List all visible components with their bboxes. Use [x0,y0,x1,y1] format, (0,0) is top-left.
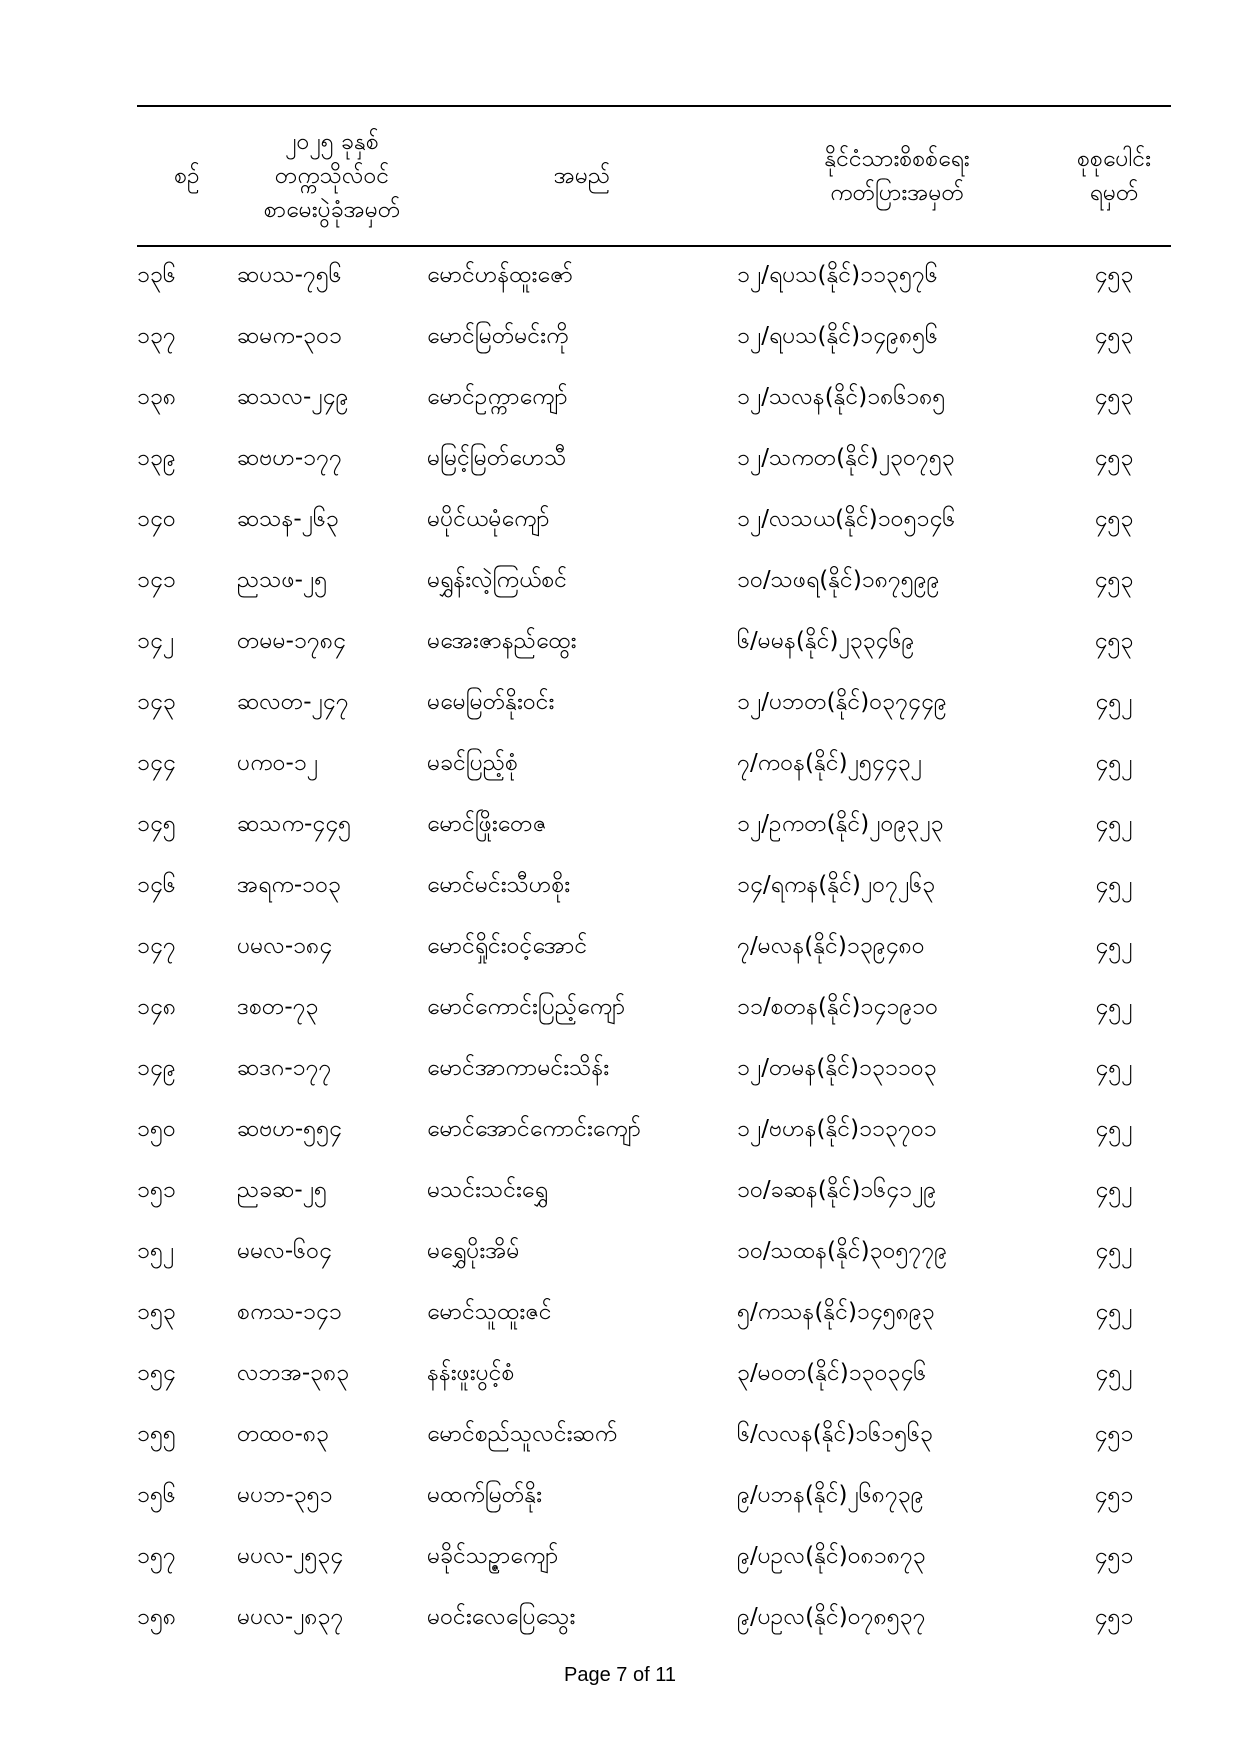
header-roll-line: ၂၀၂၅ ခုနှစ် [285,129,379,155]
cell-serial-no: ၁၄၂ [137,627,175,654]
cell-name: နန်းဖူးပွင့်စံ [427,1359,515,1386]
cell-nrc-number: ၁၂/သကတ(နိုင်)၂၃၀၇၅၃ [737,444,955,471]
cell-nrc-number: ၁၂/သလန(နိုင်)၁၈၆၁၈၅ [737,383,946,410]
cell-name: မခင်ပြည့်စုံ [427,749,518,776]
cell-nrc-number: ၇/မလန(နိုင်)၁၃၉၄၈၀ [737,932,925,959]
cell-nrc-number: ၁၁/စတန(နိုင်)၁၄၁၉၁၀ [737,993,939,1020]
header-name: အမည် [553,163,611,189]
cell-name: မထက်မြတ်နိုး [427,1481,542,1508]
cell-name: မသင်းသင်းရွှေ [427,1176,548,1203]
table-row [137,856,1171,917]
cell-total-marks: ၄၅၃ [1094,505,1134,532]
cell-total-marks: ၄၅၂ [1095,993,1133,1020]
cell-roll-number: ဆသန-၂၆၃ [237,505,339,532]
cell-serial-no: ၁၄၃ [137,688,176,715]
cell-total-marks: ၄၅၂ [1095,810,1133,837]
table-row [137,1405,1171,1466]
table-row [137,551,1171,612]
cell-serial-no: ၁၄၁ [137,566,176,593]
cell-name: မခိုင်သဥ္ဇာကျော် [427,1542,559,1569]
cell-roll-number: ပကဝ-၁၂ [237,749,319,776]
cell-roll-number: ဒစတ-၇၃ [237,993,319,1020]
cell-total-marks: ၄၅၁ [1094,1420,1134,1447]
cell-nrc-number: ၆/လလန(နိုင်)၁၆၁၅၆၃ [737,1420,933,1447]
cell-name: မောင်မြတ်မင်းကို [427,322,569,349]
table-row [137,1344,1171,1405]
cell-total-marks: ၄၅၁ [1094,1481,1134,1508]
cell-name: မရွှန်းလဲ့ကြယ်စင် [427,566,568,593]
cell-name: မရွှေပိုးအိမ် [427,1237,520,1264]
cell-total-marks: ၄၅၃ [1094,444,1134,471]
table-row [137,1039,1171,1100]
cell-roll-number: ဆဒဂ-၁၇၇ [237,1054,332,1081]
cell-roll-number: စကသ-၁၄၁ [237,1298,342,1325]
cell-name: မောင်မင်းသီဟစိုး [427,871,571,898]
cell-name: မောင်အောင်ကောင်းကျော် [427,1115,641,1142]
table-row [137,1283,1171,1344]
header-roll-line: စာမေးပွဲခုံအမှတ် [263,197,401,223]
cell-total-marks: ၄၅၁ [1094,1542,1134,1569]
results-table [137,105,1171,1649]
cell-total-marks: ၄၅၂ [1095,1237,1133,1264]
cell-total-marks: ၄၅၂ [1095,1176,1133,1203]
cell-roll-number: ညသဖ-၂၅ [237,566,328,593]
table-row [137,673,1171,734]
cell-name: မောင်အာကာမင်းသိန်း [427,1054,610,1081]
cell-nrc-number: ၇/ကဝန(နိုင်)၂၅၄၄၃၂ [737,749,922,776]
cell-serial-no: ၁၅၆ [137,1481,176,1508]
cell-total-marks: ၄၅၃ [1094,262,1134,288]
cell-serial-no: ၁၄၅ [137,810,176,837]
cell-serial-no: ၁၅၇ [137,1542,176,1569]
cell-roll-number: မပလ-၂၅၃၄ [237,1542,344,1569]
cell-name: မောင်ဟန်ထူးဇော် [427,262,573,288]
cell-nrc-number: ၁၂/ရပသ(နိုင်)၁၁၃၅၇၆ [737,262,938,288]
cell-total-marks: ၄၅၂ [1095,1298,1133,1325]
cell-total-marks: ၄၅၃ [1094,566,1134,593]
header-marks-line: ရမှတ် [1089,180,1139,206]
cell-roll-number: မပဘ-၃၅၁ [237,1481,333,1508]
cell-roll-number: တမမ-၁၇၈၄ [237,627,346,654]
table-row [137,490,1171,551]
cell-serial-no: ၁၅၁ [137,1176,176,1203]
cell-roll-number: လဘအ-၃၈၃ [237,1359,350,1386]
cell-roll-number: ဆလတ-၂၄၇ [237,688,349,715]
cell-name: မောင်ရှိုင်းဝင့်အောင် [427,932,588,959]
cell-nrc-number: ၁၂/လသယ(နိုင်)၁၀၅၁၄၆ [737,505,956,532]
cell-serial-no: ၁၄၉ [137,1054,176,1081]
cell-nrc-number: ၁၂/ဥကတ(နိုင်)၂၀၉၃၂၃ [737,810,944,837]
header-serial-no: စဉ် [174,163,200,189]
cell-roll-number: မပလ-၂၈၃၇ [237,1603,344,1630]
header-nrc-number [737,106,1057,246]
cell-serial-no: ၁၄၀ [137,505,176,532]
cell-name: မမေမြတ်နိုးဝင်း [427,688,555,715]
cell-name: မမြင့်မြတ်ဟေသီ [427,444,567,471]
cell-name: မပိုင်ယမုံကျော် [427,505,550,532]
cell-roll-number: ဆဗဟ-၁၇၇ [237,444,342,471]
table-row [137,1161,1171,1222]
cell-name: မအေးဇာနည်ထွေး [427,627,577,654]
cell-serial-no: ၁၃၈ [137,383,177,410]
cell-name: မောင်ဖြိုးတေဇ [427,810,547,837]
header-roll-line: တက္ကသိုလ်ဝင် [274,163,390,189]
cell-serial-no: ၁၅၃ [137,1298,176,1325]
header-roll-number [237,106,427,246]
table-row [137,1588,1171,1649]
table-row [137,307,1171,368]
cell-nrc-number: ၁၄/ရကန(နိုင်)၂၀၇၂၆၃ [737,871,936,898]
cell-serial-no: ၁၄၆ [137,871,176,898]
cell-total-marks: ၄၅၂ [1095,871,1133,898]
cell-name: မောင်သူထူးဇင် [427,1298,552,1325]
table-row [137,917,1171,978]
table-row [137,368,1171,429]
table-row [137,1466,1171,1527]
cell-serial-no: ၁၄၈ [137,993,177,1020]
cell-nrc-number: ၁၀/ခဆန(နိုင်)၁၆၄၁၂၉ [737,1176,937,1203]
page-number: Page 7 of 11 [564,1664,676,1686]
cell-roll-number: တထဝ-၈၃ [237,1420,329,1447]
cell-name: မောင်စည်သူလင်းဆက် [427,1420,618,1447]
header-nrc-line: နိုင်ငံသားစိစစ်ရေး [824,146,970,172]
table-body [137,246,1171,1649]
cell-serial-no: ၁၅၄ [137,1359,176,1386]
cell-total-marks: ၄၅၁ [1094,1603,1134,1630]
cell-roll-number: ညခဆ-၂၅ [237,1176,327,1203]
table-row [137,1100,1171,1161]
table-row [137,1222,1171,1283]
table-row [137,1527,1171,1588]
cell-serial-no: ၁၄၄ [137,749,176,776]
cell-roll-number: ဆဗဟ-၅၅၄ [237,1115,342,1142]
cell-roll-number: ဆပသ-၇၅၆ [237,262,342,288]
cell-nrc-number: ၃/မဝတ(နိုင်)၁၃၀၃၄၆ [737,1359,927,1386]
table-row [137,734,1171,795]
cell-roll-number: ဆသက-၄၄၅ [237,810,352,837]
table-row [137,246,1171,307]
cell-nrc-number: ၆/မမန(နိုင်)၂၃၃၄၆၉ [737,627,915,654]
table-row [137,429,1171,490]
cell-total-marks: ၄၅၃ [1094,383,1134,410]
cell-roll-number: ဆမက-၃၀၁ [237,322,342,349]
cell-nrc-number: ၉/ပဥလ(နိုင်)၀၈၁၈၇၃ [737,1542,926,1569]
cell-name: မောင်ဥက္ကာကျော် [427,383,568,410]
cell-total-marks: ၄၅၃ [1094,627,1134,654]
cell-total-marks: ၄၅၂ [1095,749,1133,776]
cell-serial-no: ၁၅၅ [137,1420,176,1447]
cell-nrc-number: ၁၀/သထန(နိုင်)၃၀၅၇၇၉ [737,1237,948,1264]
table-row [137,978,1171,1039]
cell-roll-number: အရက-၁၀၃ [237,871,341,898]
cell-nrc-number: ၅/ကသန(နိုင်)၁၄၅၈၉၃ [737,1298,935,1325]
cell-serial-no: ၁၅၈ [137,1603,177,1630]
table-header [137,106,1171,246]
cell-name: မဝင်းလေပြေသွေး [427,1603,576,1630]
header-total-marks [1057,106,1171,246]
cell-total-marks: ၄၅၂ [1095,1054,1133,1081]
cell-nrc-number: ၉/ပဘန(နိုင်)၂၆၈၇၃၉ [737,1481,924,1508]
cell-nrc-number: ၁၂/တမန(နိုင်)၁၃၁၁၀၃ [737,1054,937,1081]
cell-roll-number: ပမလ-၁၈၄ [237,932,333,959]
cell-nrc-number: ၉/ပဥလ(နိုင်)၀၇၈၅၃၇ [737,1603,926,1630]
cell-serial-no: ၁၅၀ [137,1115,176,1142]
cell-serial-no: ၁၅၂ [137,1237,175,1264]
cell-nrc-number: ၁၂/ပဘတ(နိုင်)၀၃၇၄၄၉ [737,688,947,715]
cell-total-marks: ၄၅၂ [1095,688,1133,715]
cell-nrc-number: ၁၂/ရပသ(နိုင်)၁၄၉၈၅၆ [737,322,938,349]
cell-total-marks: ၄၅၃ [1094,322,1134,349]
cell-total-marks: ၄၅၂ [1095,1359,1133,1386]
header-marks-line: စုစုပေါင်း [1076,146,1152,172]
cell-serial-no: ၁၃၉ [137,444,176,471]
cell-serial-no: ၁၃၆ [137,262,176,288]
cell-name: မောင်ကောင်းပြည့်ကျော် [427,993,626,1020]
cell-roll-number: မမလ-၆၀၄ [237,1237,332,1264]
cell-nrc-number: ၁၀/သဖရ(နိုင်)၁၈၇၅၉၉ [737,566,940,593]
cell-total-marks: ၄၅၂ [1095,1115,1133,1142]
cell-total-marks: ၄၅၂ [1095,932,1133,959]
table-row [137,795,1171,856]
table-row [137,612,1171,673]
header-nrc-line: ကတ်ပြားအမှတ် [830,180,964,206]
cell-roll-number: ဆသလ-၂၄၉ [237,383,349,410]
cell-nrc-number: ၁၂/ဗဟန(နိုင်)၁၁၃၇၀၁ [737,1115,937,1142]
cell-serial-no: ၁၄၇ [137,932,176,959]
cell-serial-no: ၁၃၇ [137,322,176,349]
